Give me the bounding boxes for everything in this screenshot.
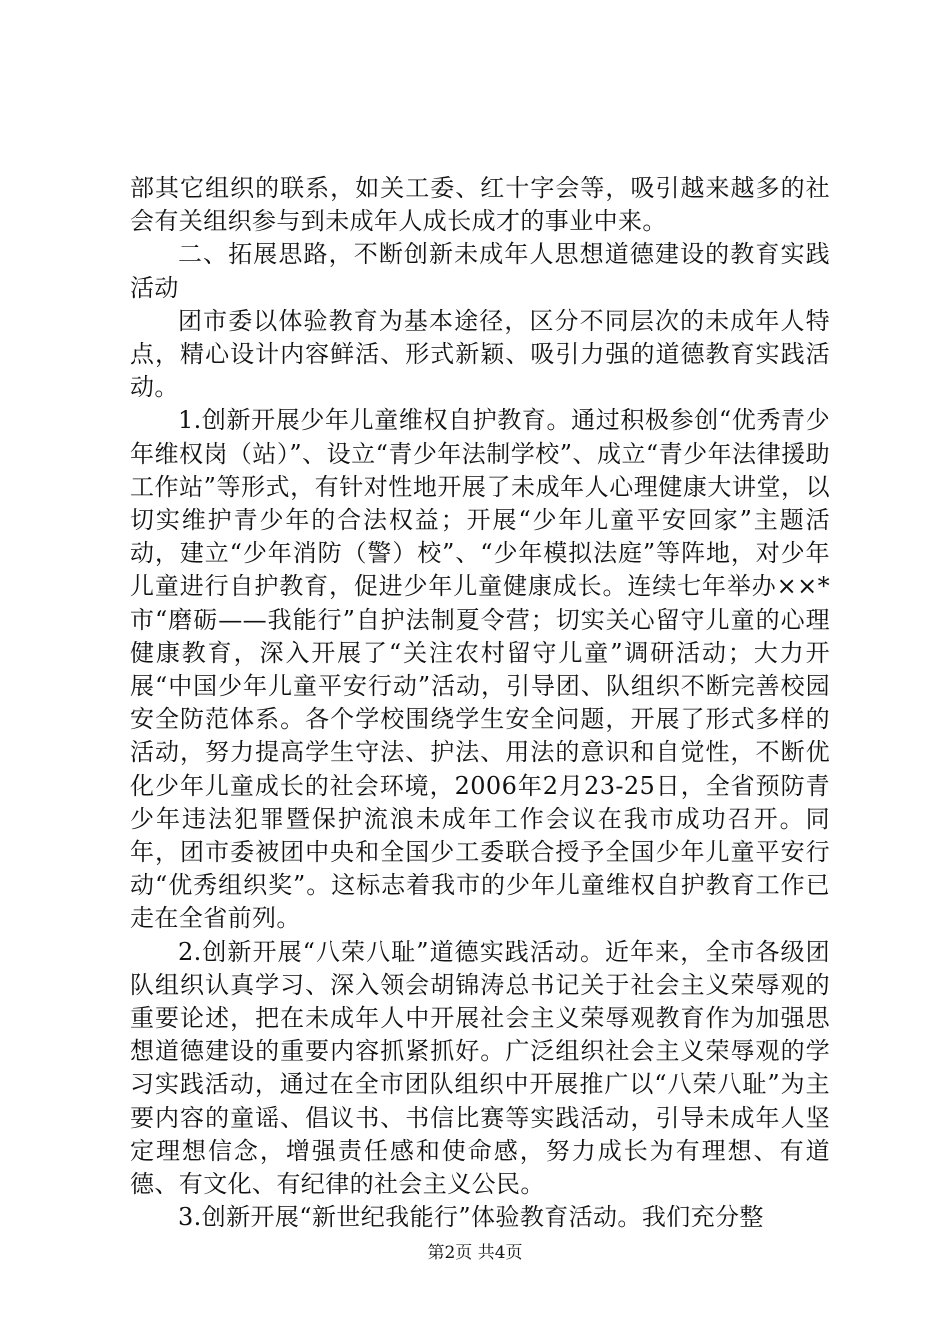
section-heading-2: 二、拓展思路，不断创新未成年人思想道德建设的教育实践活动: [130, 240, 830, 302]
paragraph-intro: 团市委以体验教育为基本途径，区分不同层次的未成年人特点，精心设计内容鲜活、形式新颖、吸引力强的道德教育实践活动。: [130, 306, 830, 402]
paragraph-item-1: 1.创新开展少年儿童维权自护教育。通过积极参创“优秀青少年维权岗（站）”、设立“青少年法制学校”、成立“青少年法律援助工作站”等形式，有针对性地开展了未成年人心理健康大讲堂，以切实维护青少年的合法权益；开展“少年儿童平安回家”主题活动，建立“少年消防（警）校”、“少年模拟法庭”等阵地，对少年儿童进行自护教育，促进少年儿童健康成长。连续七年举办××*市“磨砺——我能行”自护法制夏令营；切实关心留守儿童的心理健康教育，深入开展了“关注农村留守儿童”调研活动；大力开展“中国少年儿童平安行动”活动，引导团、队组织不断完善校园安全防范体系。各个学校围绕学生安全问题，开展了形式多样的活动，努力提高学生守法、护法、用法的意识和自觉性，不断优化少年儿童成长的社会环境，2006年2月23-25日，全省预防青少年违法犯罪暨保护流浪未成年工作会议在我市成功召开。同年，团市委被团中央和全国少工委联合授予全国少年儿童平安行动“优秀组织奖”。这标志着我市的少年儿童维权自护教育工作已走在全省前列。: [130, 406, 830, 933]
paragraph-item-3: 3.创新开展“新世纪我能行”体验教育活动。我们充分整: [178, 1203, 764, 1232]
page-number-footer: 第2页 共4页: [427, 1243, 523, 1263]
paragraph-item-2: 2.创新开展“八荣八耻”道德实践活动。近年来，全市各级团队组织认真学习、深入领会胡锦涛总书记关于社会主义荣辱观的重要论述，把在未成年人中开展社会主义荣辱观教育作为加强思想道德建设的重要内容抓紧抓好。广泛组织社会主义荣辱观的学习实践活动，通过在全市团队组织中开展推广以“八荣八耻”为主要内容的童谣、倡议书、书信比赛等实践活动，引导未成年人坚定理想信念，增强责任感和使命感，努力成长为有理想、有道德、有文化、有纪律的社会主义公民。: [130, 937, 830, 1199]
body-text: [130, 172, 830, 1235]
paragraph-continuation: 部其它组织的联系，如关工委、红十字会等，吸引越来越多的社会有关组织参与到未成年人成长成才的事业中来。: [130, 174, 830, 236]
